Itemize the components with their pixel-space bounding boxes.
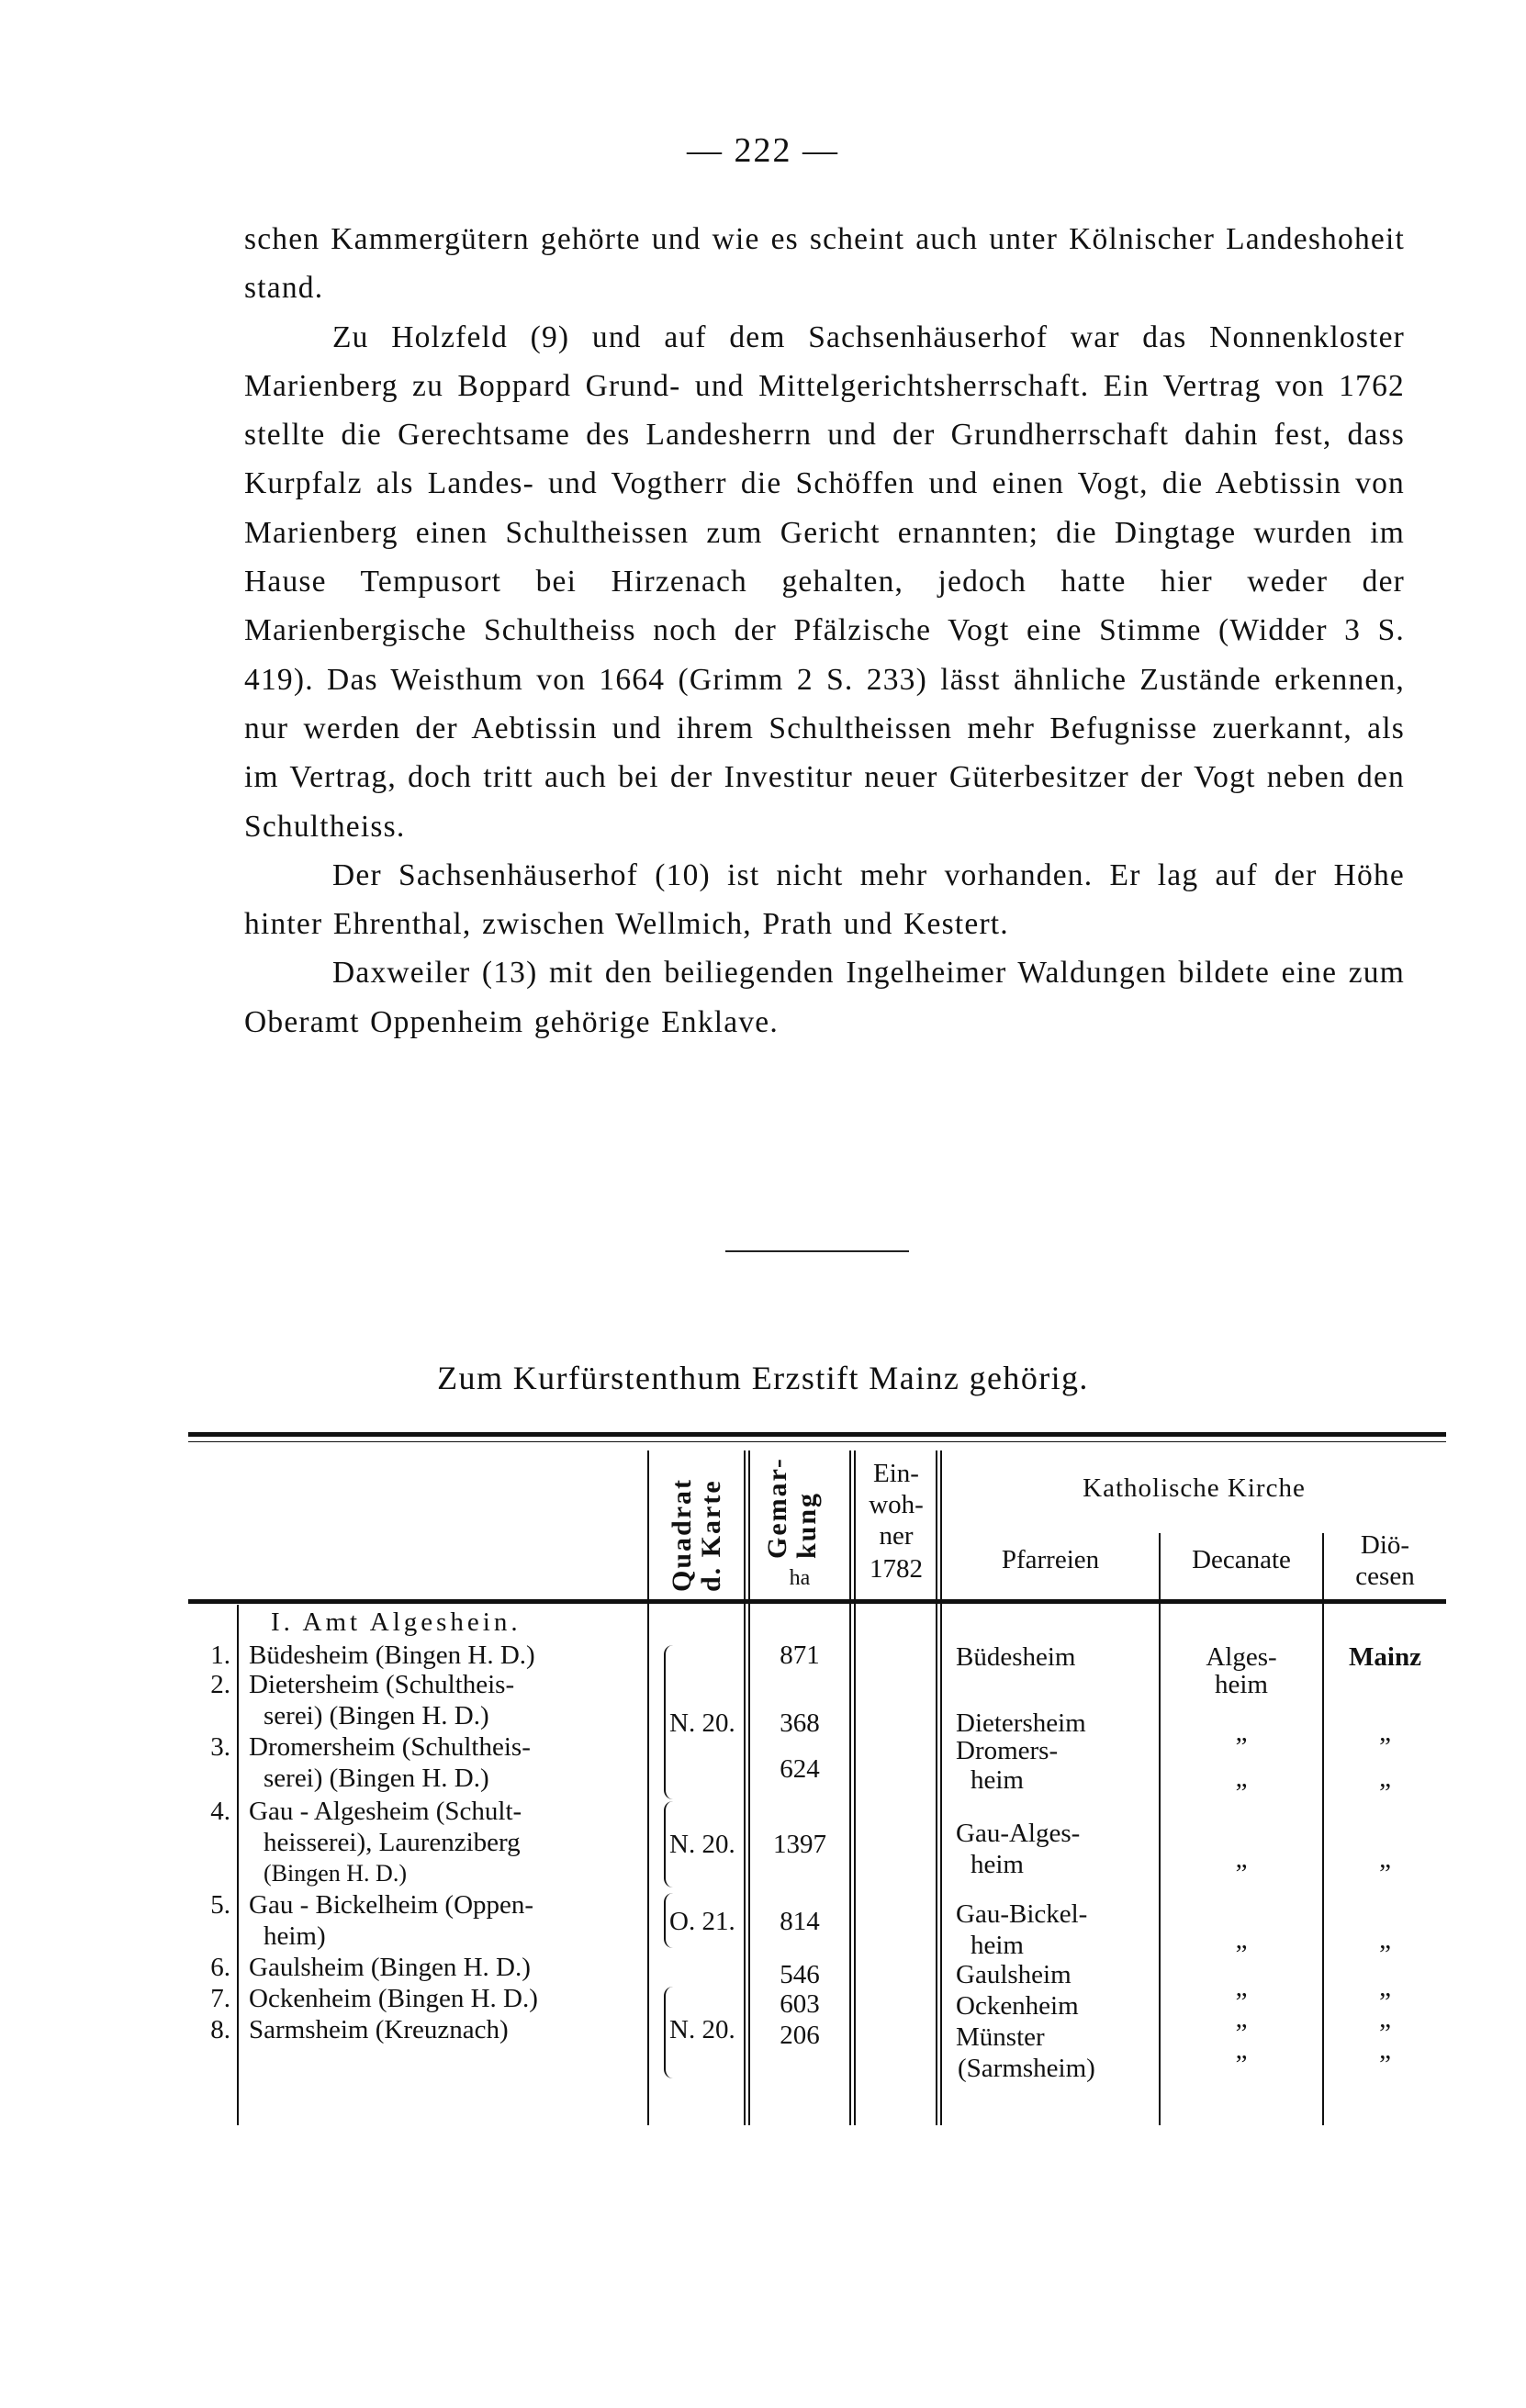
pfarrei: Gau-Bickel- (956, 1899, 1088, 1929)
page-number: — 222 — (687, 131, 839, 170)
quadrat-label: O. 21. (669, 1907, 735, 1936)
place-name-cont: heisserei), Laurenziberg (264, 1828, 521, 1857)
decanat-ditto: „ (1235, 1844, 1248, 1874)
table-title: Zum Kurfürstenthum Erzstift Mainz gehörig. (437, 1360, 1089, 1396)
place-name-cont: serei) (Bingen H. D.) (264, 1764, 489, 1793)
pfarrei: Büdesheim (956, 1642, 1076, 1672)
dioecese-ditto: „ (1379, 1718, 1391, 1747)
dioecese-ditto: „ (1379, 2035, 1391, 2065)
section-title-amt: I. Amt Algeshein. (271, 1607, 522, 1637)
dioecese-ditto: „ (1379, 1925, 1391, 1954)
header-quadrat: Quadrat d. Karte (667, 1477, 726, 1592)
gemarkung-value: 368 (780, 1708, 820, 1738)
paragraph-holzfeld: Zu Holzfeld (9) und auf dem Sachsenhäuserhof war das Nonnenkloster Marienberg zu Boppard Grund- und Mittelgerichtsherrschaft. Ein Vertrag von 1762 stellte die Gerechtsame des Landesherrn und der Grundherrschaft dahin fest, dass Kurpfalz als Landes- und Vogtherr die Schöffen und einen Vogt, die Aebtissin von Marienberg einen Schultheissen zum Gericht ernannten; die Dingtage wurden im Hause Tempusort bei Hirzenach gehalten, jedoch hatte hier weder der Marienbergische Schultheiss noch der Pfälzische Vogt eine Stimme (Widder 3 S. 419). Das Weisthum von 1664 (Grimm 2 S. 233) lässt ähnliche Zustände erkennen, nur werden der Aebtissin und ihrem Schultheissen mehr Befugnisse zuerkannt, als im Vertrag, doch tritt auch bei der Investitur neuer Güterbesitzer der Vogt neben den Schultheiss. (244, 319, 1405, 844)
pfarrei-cont: heim (971, 1931, 1024, 1960)
place-name: Ockenheim (Bingen H. D.) (249, 1984, 538, 2013)
gemarkung-value: 603 (780, 1989, 820, 2019)
decanat-ditto: „ (1235, 2004, 1248, 2033)
gemarkung-value: 1397 (773, 1830, 826, 1859)
place-name-cont: heim) (264, 1921, 326, 1951)
row-number: 3. (210, 1732, 230, 1762)
header-gemarkung-unit: ha (789, 1566, 811, 1590)
decanat: Alges- (1206, 1642, 1277, 1672)
row-number: 8. (210, 2015, 230, 2044)
row-number: 6. (210, 1953, 230, 1982)
dioecese-ditto: „ (1379, 2004, 1391, 2033)
kirche-subheader-rule (188, 1441, 1446, 1442)
paragraph-continuation: schen Kammergütern gehörte und wie es scheint auch unter Kölnischer Landeshoheit stand. (244, 222, 1405, 306)
paragraph-sachsenhaeuserhof: Der Sachsenhäuserhof (10) ist nicht mehr vorhanden. Er lag auf der Höhe hinter Ehrenthal, zwischen Wellmich, Prath und Kestert. (244, 857, 1405, 942)
col-divider-einwohner-b (854, 1450, 856, 2125)
header-dioecesen-1: Diö- (1360, 1530, 1410, 1560)
gemarkung-value: 871 (780, 1641, 820, 1670)
decanat-ditto: „ (1235, 1925, 1248, 1954)
quadrat-label: N. 20. (669, 1830, 735, 1859)
row-number: 1. (210, 1641, 230, 1670)
decanat-ditto: „ (1235, 1764, 1248, 1793)
gemarkung-value: 814 (780, 1907, 820, 1936)
body-text (244, 215, 1405, 1047)
gemarkung-value: 206 (780, 2021, 820, 2050)
place-name-cont: serei) (Bingen H. D.) (264, 1701, 489, 1730)
place-name: Büdesheim (Bingen H. D.) (249, 1641, 535, 1670)
place-name-cont: (Bingen H. D.) (264, 1860, 407, 1887)
dioecese-ditto: „ (1379, 1973, 1391, 2002)
dioecese-ditto: „ (1379, 1844, 1391, 1874)
place-name: Dromersheim (Schultheis- (249, 1732, 531, 1762)
header-einwohner-3: ner (879, 1521, 914, 1551)
row-number: 7. (210, 1984, 230, 2013)
paragraph-daxweiler: Daxweiler (13) mit den beiliegenden Ingelheimer Waldungen bildete eine zum Oberamt Oppenheim gehörige Enklave. (244, 956, 1405, 1039)
pfarrei-cont: (Sarmsheim) (958, 2054, 1095, 2083)
header-einwohner-2: woh- (869, 1490, 924, 1519)
pfarrei-cont: heim (971, 1765, 1024, 1795)
dioecese-ditto: „ (1379, 1764, 1391, 1793)
dioecese: Mainz (1349, 1642, 1421, 1672)
parish-table (188, 1432, 1446, 2148)
pfarrei: Dietersheim (956, 1708, 1086, 1738)
table-top-rule (188, 1432, 1446, 1437)
place-name: Gaulsheim (Bingen H. D.) (249, 1953, 531, 1982)
gemarkung-value: 546 (780, 1960, 820, 1989)
header-einwohner-1: Ein- (873, 1459, 919, 1488)
pfarrei: Gaulsheim (956, 1960, 1072, 1989)
section-separator (725, 1250, 909, 1252)
place-name: Dietersheim (Schultheis- (249, 1670, 515, 1699)
header-katholische-kirche: Katholische Kirche (1083, 1473, 1306, 1503)
decanat-ditto: „ (1235, 2035, 1248, 2065)
header-decanate: Decanate (1192, 1545, 1291, 1574)
col-divider-gemarkung-a (744, 1450, 746, 2125)
pfarrei: Münster (956, 2022, 1045, 2052)
row-number: 2. (210, 1670, 230, 1699)
header-bottom-rule (188, 1599, 1446, 1604)
header-einwohner-year: 1782 (870, 1554, 923, 1584)
quadrat-label: N. 20. (669, 2015, 735, 2044)
col-divider-einwohner-a (849, 1450, 851, 2125)
decanat-ditto: „ (1235, 1973, 1248, 2002)
col-divider-quadrat (647, 1450, 649, 2125)
decanat-ditto: „ (1235, 1718, 1248, 1747)
pfarrei-cont: heim (971, 1850, 1024, 1879)
place-name: Gau - Bickelheim (Oppen- (249, 1890, 534, 1920)
pfarrei: Ockenheim (956, 1991, 1079, 2021)
gemarkung-value: 624 (780, 1754, 820, 1784)
col-divider-name (237, 1605, 239, 2125)
col-divider-kirche-a (936, 1450, 937, 2125)
place-name: Sarmsheim (Kreuznach) (249, 2015, 509, 2044)
pfarrei: Dromers- (956, 1736, 1059, 1765)
header-gemarkung: Gemar- kung (762, 1457, 822, 1559)
decanat-cont: heim (1215, 1670, 1268, 1699)
header-pfarreien: Pfarreien (1001, 1545, 1100, 1574)
quadrat-label: N. 20. (669, 1708, 735, 1738)
place-name: Gau - Algesheim (Schult- (249, 1797, 522, 1826)
row-number: 4. (210, 1797, 230, 1826)
row-number: 5. (210, 1890, 230, 1920)
header-dioecesen-2: cesen (1355, 1562, 1415, 1591)
pfarrei: Gau-Alges- (956, 1819, 1081, 1848)
